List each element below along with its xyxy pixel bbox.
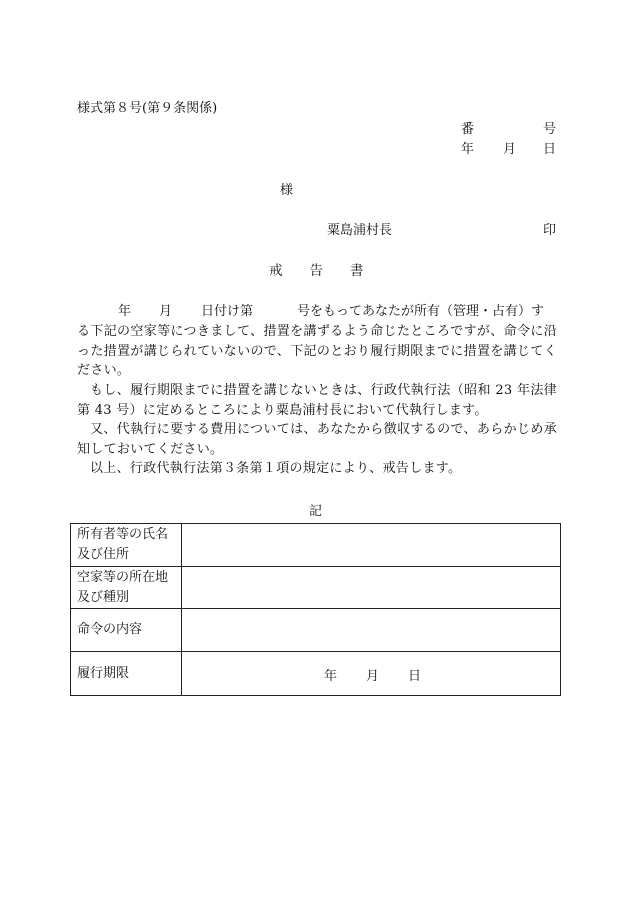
ki-heading: 記 — [309, 504, 323, 519]
deadline-value-cell[interactable] — [182, 652, 561, 696]
location-label-line1: 空家等の所在地 — [77, 569, 169, 585]
owner-label-cell — [71, 524, 182, 567]
date-month-label: 月 — [503, 142, 517, 157]
deadline-day: 日 — [408, 668, 422, 684]
number-go-label: 号 — [543, 122, 557, 137]
paragraph-1-rest: る下記の空家等につきまして、措置を講ずるよう命じたところですが、命令に沿った措置が講じられていないので、下記のとおり履行期限までに措置を講じてください。 — [77, 324, 557, 378]
records-table — [70, 523, 561, 696]
order-value-cell[interactable] — [182, 609, 561, 652]
order-label-cell: 命令の内容 — [71, 609, 182, 652]
paragraph-2: もし、履行期限までに措置を講じないときは、行政代執行法（昭和 23 年法律第 43 号）に定めるところにより粟島浦村長において代執行します。 — [77, 383, 557, 418]
issuer-name: 粟島浦村長 — [327, 223, 393, 238]
recipient-sama: 様 — [280, 183, 294, 198]
paragraph-4: 以上、行政代執行法第３条第１項の規定により、戒告します。 — [90, 461, 462, 476]
deadline-date — [188, 664, 554, 684]
number-ban-label: 番 — [461, 122, 475, 137]
owner-label-line1: 所有者等の氏名 — [77, 527, 169, 542]
p1-go-text: 号をもってあなたが所有（管理・占有）す — [297, 304, 545, 319]
table-row — [71, 567, 561, 609]
form-number: 様式第８号(第９条関係) — [77, 101, 218, 116]
deadline-label-cell: 履行期限 — [71, 652, 182, 696]
deadline-month: 月 — [366, 668, 380, 684]
location-value-cell[interactable] — [182, 567, 561, 609]
p1-month: 月 — [159, 304, 173, 319]
date-day-label: 日 — [543, 142, 557, 157]
location-label-cell — [71, 567, 182, 609]
deadline-year: 年 — [324, 668, 338, 684]
p1-day-of: 日付け第 — [201, 304, 254, 319]
owner-value-cell[interactable] — [182, 524, 561, 567]
table-row — [71, 524, 561, 567]
table-row — [71, 609, 561, 652]
owner-label-line2: 及び住所 — [77, 547, 130, 562]
paragraph-3: 又、代執行に要する費用については、あなたから徴収するので、あらかじめ承知しておいてください。 — [77, 422, 557, 457]
document-title: 戒 告 書 — [269, 263, 364, 279]
date-year-label: 年 — [461, 142, 475, 157]
location-label-line2: 及び種別 — [77, 589, 130, 605]
table-row — [71, 652, 561, 696]
seal-mark: 印 — [543, 223, 557, 238]
p1-year: 年 — [118, 304, 132, 319]
